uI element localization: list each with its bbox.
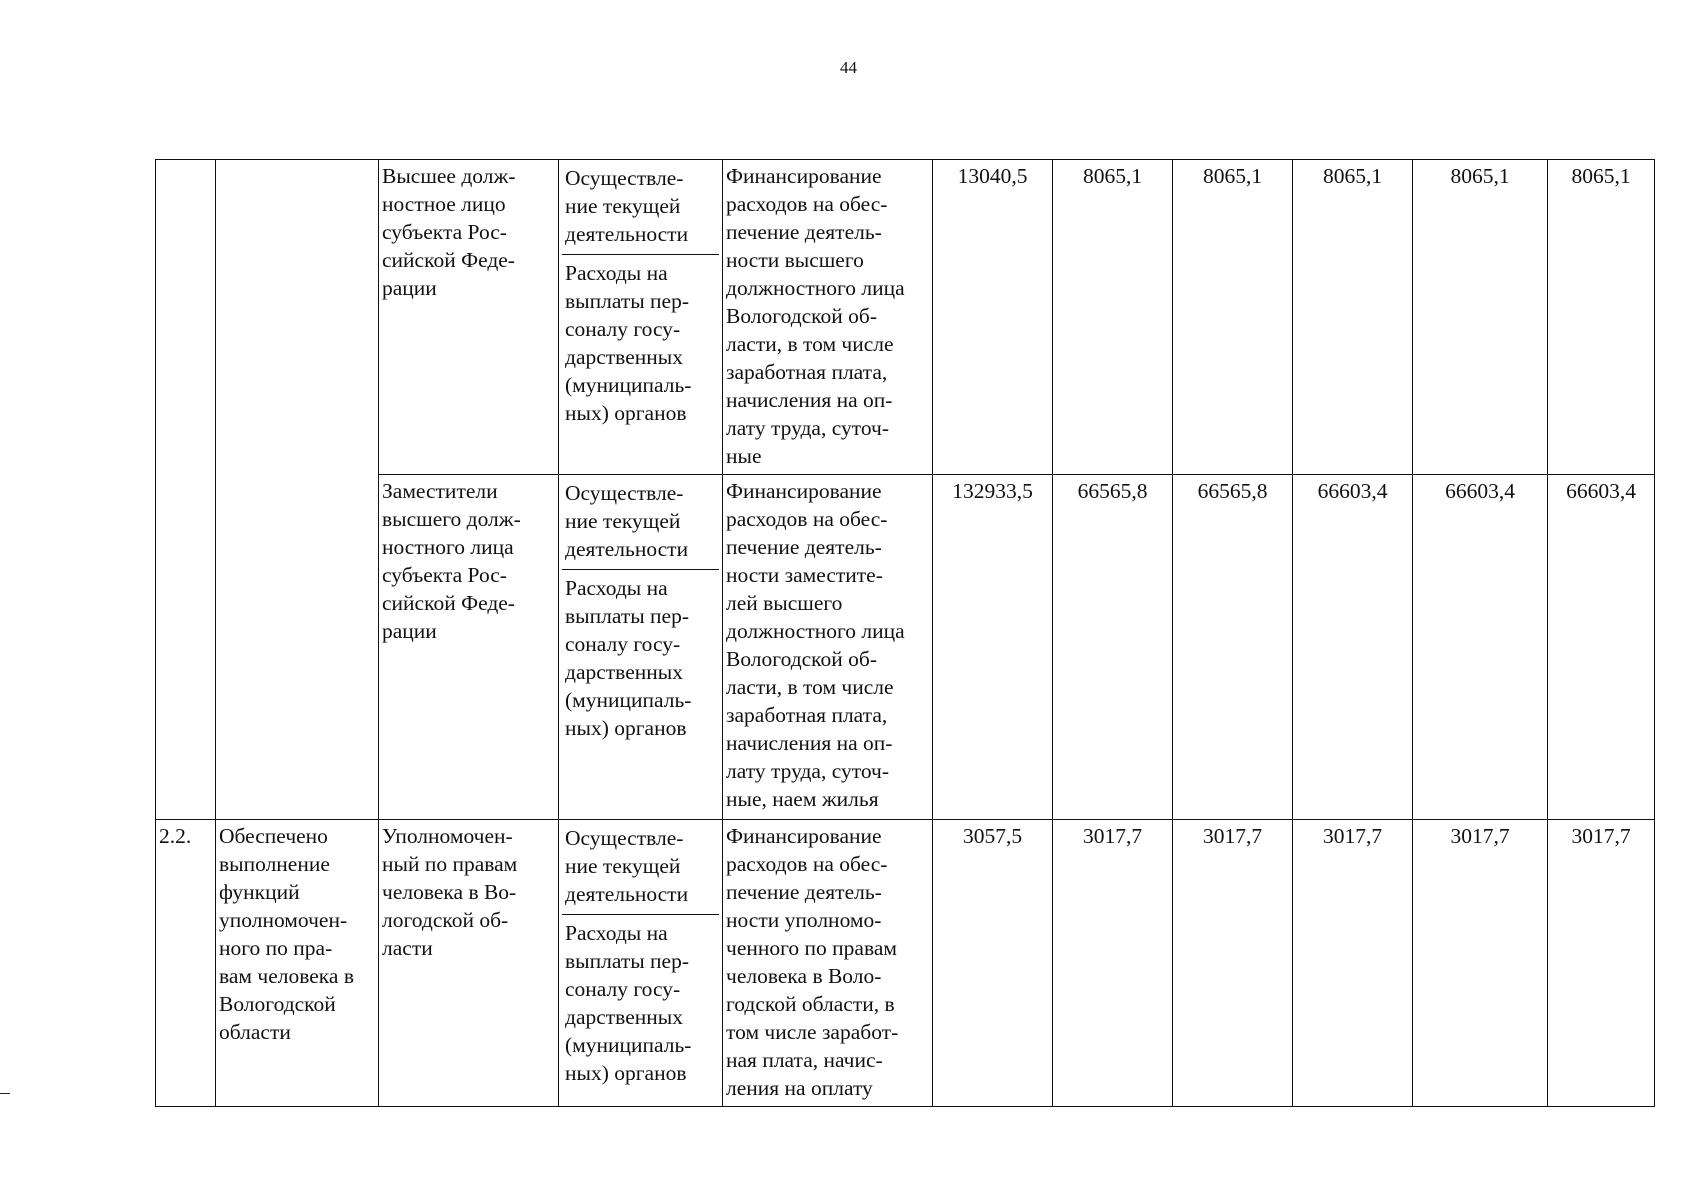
value-cell: 66603,4 bbox=[1548, 475, 1655, 820]
value-cell: 3017,7 bbox=[1293, 820, 1413, 1107]
value-cell: 3057,5 bbox=[933, 820, 1053, 1107]
value-cell: 3017,7 bbox=[1548, 820, 1655, 1107]
value-cell: 8065,1 bbox=[1548, 160, 1655, 475]
table-row bbox=[156, 475, 1655, 820]
expense-type: Расходы на выплаты пер- соналу госу- дарственных (муниципаль- ных) органов bbox=[565, 261, 692, 425]
executor-cell: Высшее долж- ностное лицо субъекта Рос- сийской Феде- рации bbox=[379, 160, 559, 475]
expense-type: Расходы на выплаты пер- соналу госу- дарственных (муниципаль- ных) органов bbox=[565, 576, 692, 740]
activity-type: Осуществле- ние текущей деятельности bbox=[562, 822, 719, 915]
value-cell: 3017,7 bbox=[1053, 820, 1173, 1107]
margin-dash bbox=[0, 1093, 10, 1094]
table-row bbox=[156, 160, 1655, 475]
value-cell: 13040,5 bbox=[933, 160, 1053, 475]
value-cell: 8065,1 bbox=[1413, 160, 1548, 475]
activity-cell bbox=[559, 820, 723, 1107]
activity-type: Осуществле- ние текущей деятельности bbox=[562, 162, 719, 255]
value-cell: 66603,4 bbox=[1413, 475, 1548, 820]
value-cell: 8065,1 bbox=[1173, 160, 1293, 475]
row-number-cell: 2.2. bbox=[156, 820, 216, 1107]
value-cell: 8065,1 bbox=[1053, 160, 1173, 475]
value-cell: 66603,4 bbox=[1293, 475, 1413, 820]
activity-cell bbox=[559, 475, 723, 820]
value-cell: 66565,8 bbox=[1053, 475, 1173, 820]
expense-type: Расходы на выплаты пер- соналу госу- дарственных (муниципаль- ных) органов bbox=[565, 921, 692, 1085]
measure-cell bbox=[216, 160, 379, 820]
activity-cell bbox=[559, 160, 723, 475]
row-number-cell bbox=[156, 160, 216, 820]
value-cell: 3017,7 bbox=[1413, 820, 1548, 1107]
executor-cell: Уполномочен- ный по правам человека в Во- логодской об- ласти bbox=[379, 820, 559, 1107]
value-cell: 8065,1 bbox=[1293, 160, 1413, 475]
activity-type: Осуществле- ние текущей деятельности bbox=[562, 477, 719, 570]
table-row bbox=[156, 820, 1655, 1107]
description-cell: Финансирование расходов на обес- печение деятель- ности уполномо- ченного по правам человека в Воло- годской области, в том числе заработ- ная плата, начис- ления на оплату bbox=[723, 820, 933, 1107]
value-cell: 3017,7 bbox=[1173, 820, 1293, 1107]
measure-cell: Обеспечено выполнение функций уполномочен- ного по пра- вам человека в Вологодской области bbox=[216, 820, 379, 1107]
budget-table bbox=[155, 159, 1655, 1107]
value-cell: 132933,5 bbox=[933, 475, 1053, 820]
page-number: 44 bbox=[840, 58, 857, 77]
executor-cell: Заместители высшего долж- ностного лица субъекта Рос- сийской Феде- рации bbox=[379, 475, 559, 820]
description-cell: Финансирование расходов на обес- печение деятель- ности заместите- лей высшего должностного лица Вологодской об- ласти, в том числе заработная плата, начисления на оп- лату труда, суточ- ные, наем жилья bbox=[723, 475, 933, 820]
description-cell: Финансирование расходов на обес- печение деятель- ности высшего должностного лица Вологодской об- ласти, в том числе заработная плата, начисления на оп- лату труда, суточ- ные bbox=[723, 160, 933, 475]
value-cell: 66565,8 bbox=[1173, 475, 1293, 820]
